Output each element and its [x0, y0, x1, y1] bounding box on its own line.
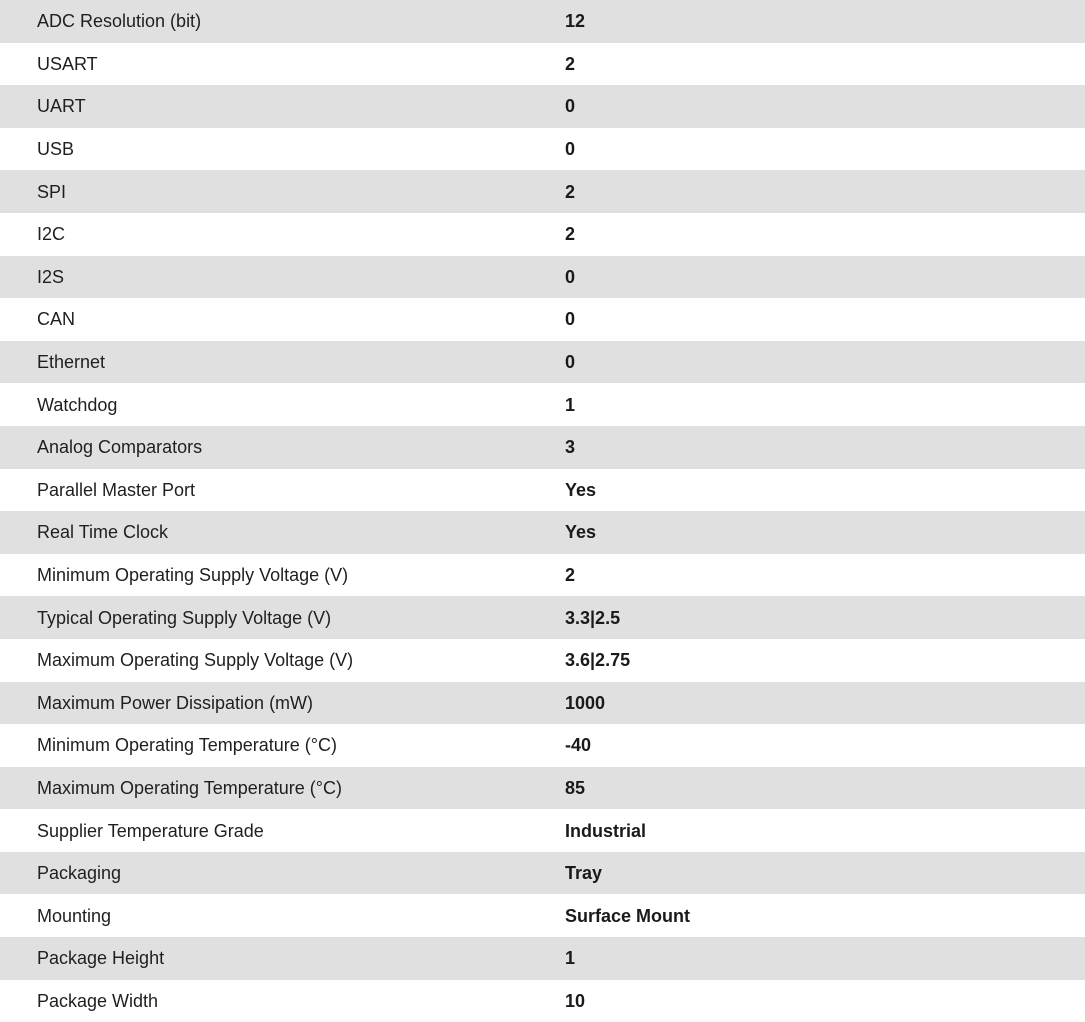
table-row	[0, 596, 1085, 639]
table-row	[0, 213, 1085, 256]
spec-label: SPI	[37, 181, 67, 202]
table-row	[0, 85, 1085, 128]
spec-value: 0	[565, 309, 576, 330]
spec-value: 0	[565, 352, 576, 373]
spec-value: -40	[565, 735, 592, 756]
spec-label: Mounting	[37, 905, 112, 926]
table-row	[0, 894, 1085, 937]
table-row	[0, 426, 1085, 469]
table-row	[0, 341, 1085, 384]
table-row	[0, 852, 1085, 895]
spec-label: CAN	[37, 309, 76, 330]
spec-label: USB	[37, 139, 75, 160]
table-row	[0, 43, 1085, 86]
spec-value: 85	[565, 777, 586, 798]
spec-value: 1000	[565, 692, 606, 713]
table-row	[0, 383, 1085, 426]
spec-value: Yes	[565, 479, 597, 500]
spec-label: UART	[37, 96, 86, 117]
spec-value: 2	[565, 181, 576, 202]
spec-label: ADC Resolution (bit)	[37, 11, 202, 32]
spec-value: 3	[565, 437, 576, 458]
spec-label: Package Width	[37, 990, 159, 1011]
table-row	[0, 554, 1085, 597]
spec-value: 10	[565, 990, 586, 1011]
table-row	[0, 0, 1085, 43]
spec-label: Maximum Power Dissipation (mW)	[37, 692, 314, 713]
spec-value: 2	[565, 53, 576, 74]
spec-value: Yes	[565, 522, 597, 543]
spec-value: 1	[565, 948, 576, 969]
spec-value: Tray	[565, 863, 603, 884]
spec-label: Analog Comparators	[37, 437, 203, 458]
table-row	[0, 809, 1085, 852]
spec-label: I2S	[37, 266, 65, 287]
spec-label: Maximum Operating Supply Voltage (V)	[37, 650, 354, 671]
spec-value: 0	[565, 266, 576, 287]
table-row	[0, 682, 1085, 725]
spec-label: USART	[37, 53, 98, 74]
spec-value: 2	[565, 565, 576, 586]
spec-value: 2	[565, 224, 576, 245]
table-row	[0, 469, 1085, 512]
spec-label: I2C	[37, 224, 66, 245]
table-row	[0, 639, 1085, 682]
table-row	[0, 980, 1085, 1022]
table-row	[0, 767, 1085, 810]
table-row	[0, 298, 1085, 341]
spec-label: Minimum Operating Supply Voltage (V)	[37, 565, 349, 586]
spec-label: Real Time Clock	[37, 522, 169, 543]
table-row	[0, 256, 1085, 299]
spec-label: Parallel Master Port	[37, 479, 196, 500]
table-row	[0, 511, 1085, 554]
table-row	[0, 937, 1085, 980]
table-row	[0, 724, 1085, 767]
spec-label: Supplier Temperature Grade	[37, 820, 264, 841]
spec-value: 0	[565, 139, 576, 160]
spec-value: Surface Mount	[565, 905, 691, 926]
table-row	[0, 170, 1085, 213]
spec-label: Ethernet	[37, 352, 106, 373]
spec-value: 3.3|2.5	[565, 607, 621, 628]
spec-label: Maximum Operating Temperature (°C)	[37, 777, 342, 798]
table-row	[0, 128, 1085, 171]
spec-label: Watchdog	[37, 394, 118, 415]
spec-label: Packaging	[37, 863, 122, 884]
spec-value: 3.6|2.75	[565, 650, 631, 671]
spec-label: Package Height	[37, 948, 165, 969]
spec-value: 1	[565, 394, 576, 415]
spec-value: Industrial	[565, 820, 647, 841]
spec-label: Minimum Operating Temperature (°C)	[37, 735, 337, 756]
spec-label: Typical Operating Supply Voltage (V)	[37, 607, 332, 628]
spec-value: 12	[565, 11, 586, 32]
spec-value: 0	[565, 96, 576, 117]
